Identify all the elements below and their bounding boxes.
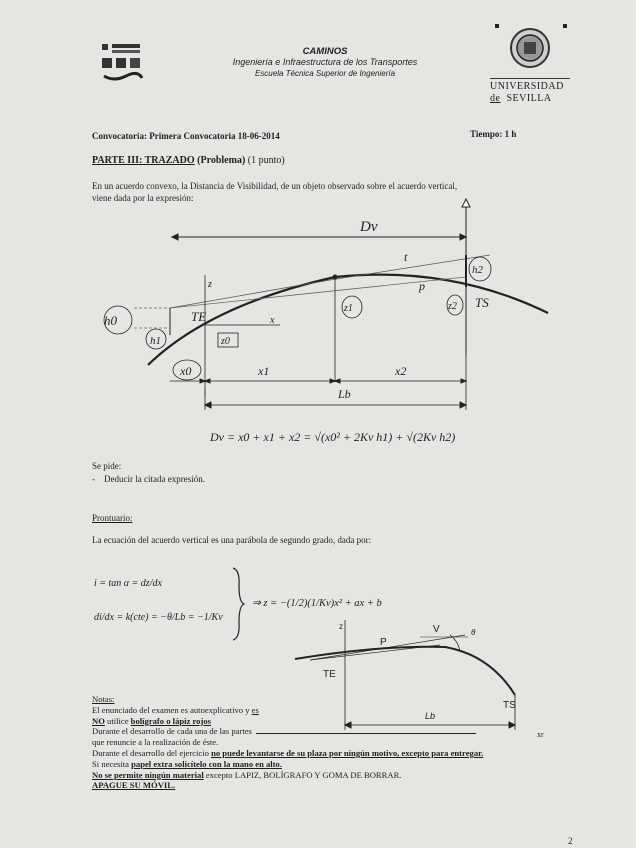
label-te: TE [191,309,207,324]
university-name [490,78,570,105]
dot [563,24,567,28]
dot [495,24,499,28]
part-points: (1 punto) [247,155,285,166]
header-titles [180,46,470,79]
notes-line1b: es [251,704,259,715]
sight-distance-formula: Dv = x0 + x1 + x2 = √(x0² + 2Kv h1) + √(2Kv h2) [210,430,456,444]
tiempo: Tiempo: 1 h [470,129,517,139]
notes-title: Notas: [92,694,115,704]
notes-line7b: excepto LAPIZ, BOLÍGRAFO Y GOMA DE BORRAR. [203,769,402,780]
notes-line5b: no puede levantarse de su plaza por ningún motivo, excepto para entregar. [211,747,484,758]
side-note: xr [537,730,544,739]
department-name: Ingeniería e Infraestructura de los Transportes [232,57,418,67]
school-logo [100,42,146,88]
part-title: PARTE III: TRAZADO [92,155,195,166]
intro-line: En un acuerdo convexo, la Distancia de Visibilidad, de un objeto observado sobre el acuerdo vertical, [92,181,458,191]
notes-no: NO [92,715,105,726]
fig2-z: z [339,622,343,631]
label-z-axis: z [208,279,212,290]
label-dv: Dv [360,219,378,235]
notes-block [92,694,552,791]
label-h0: h0 [104,313,117,328]
label-x0: x0 [180,364,192,378]
fig2-ts: TS [503,700,516,711]
page-number: 2 [568,836,573,846]
university-line1: UNIVERSIDAD [490,81,564,92]
fig2-p: P [380,637,387,648]
brace-icon [230,566,246,642]
prontuario-text: La ecuación del acuerdo vertical es una parábola de segundo grado, dada por: [92,535,372,545]
part-type: (Problema) [197,155,246,166]
notes-line5a: Durante el desarrollo del ejercicio [92,747,212,758]
label-lb: Lb [338,387,351,401]
equation-1: i = tan α = dz/dx [94,578,162,589]
notes-line1: El enunciado del examen es autoexplicativo y [92,704,250,715]
equation-2: di/dx = k(cte) = −θ/Lb = −1/Kv [94,612,223,623]
sight-distance-diagram [90,195,570,455]
fig2-v: V [433,624,440,635]
notes-line6b: papel extra solicítelo con la mano en alto. [131,758,282,769]
intro-line: viene dada por la expresión: [92,193,194,203]
label-z0: z0 [221,336,230,347]
label-z1: z1 [344,303,353,314]
university-de: de [490,93,501,104]
label-x1: x1 [258,364,270,378]
university-seal-icon [508,26,552,70]
notes-line4: que renuncie a la realización de éste. [92,737,219,748]
label-p: p [419,279,425,293]
label-ts: TS [475,295,489,310]
label-x2: x2 [395,364,407,378]
part-title-line [92,155,285,166]
divider [490,78,570,79]
convocatoria: Convocatoria: Primera Convocatoria 18-06-2014 [92,131,280,141]
label-h1: h1 [150,335,161,347]
school-name: CAMINOS [302,46,348,57]
task-item: Deducir la citada expresión. [104,474,205,484]
notes-line7a: No se permite ningún material [92,769,204,780]
notes-red-pen: bolígrafo o lápiz rojos [130,715,211,726]
fig2-lb: Lb [425,711,436,721]
label-h2: h2 [472,264,483,276]
notes-line3: Durante el desarrollo de cada una de las partes [92,726,252,737]
label-x-axis: x [270,315,275,326]
se-pide-label: Se pide: [92,461,122,471]
task-block: Se pide: - Deducir la citada expresión. [92,461,205,484]
university-line2: SEVILLA [506,93,552,104]
label-z2: z2 [448,301,457,312]
prontuario-title: Prontuario: [92,513,133,523]
fig2-te: TE [323,669,336,680]
equation-result: ⇒ z = −(1/2)(1/Kv)x² + ax + b [252,598,382,609]
notes-line8: APAGUE SU MÓVIL. [92,780,176,791]
label-t: t [404,250,408,264]
fig2-theta: θ [471,628,476,637]
notes-line2: utilice [104,715,131,726]
notes-line6a: Si necesita [92,758,132,769]
school-full-name: Escuela Técnica Superior de Ingeniería [254,69,396,78]
